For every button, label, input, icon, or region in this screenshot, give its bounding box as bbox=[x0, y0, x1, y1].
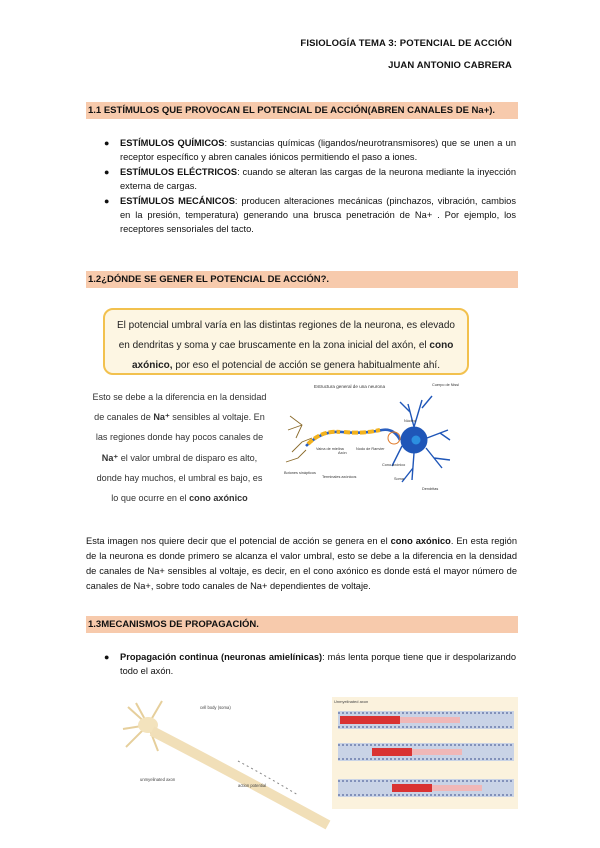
figure-label: unmyelinated axon bbox=[140, 777, 176, 782]
stimuli-list bbox=[102, 136, 516, 237]
para-bold: cono axónico bbox=[390, 536, 451, 546]
figure-label: action potential bbox=[238, 783, 267, 788]
figure-label: Cono axónico bbox=[382, 463, 406, 467]
side-explanation bbox=[92, 387, 267, 508]
figure-label: Unmyelinated axon bbox=[334, 699, 369, 704]
figure-label: Vaina de mielina bbox=[316, 447, 344, 451]
list-item-title: ESTÍMULOS QUÍMICOS bbox=[120, 138, 225, 148]
figure-label: Nodo de Ranvier bbox=[356, 447, 385, 451]
side-bold: cono axónico bbox=[189, 493, 248, 504]
section-heading-1: 1.1 ESTÍMULOS QUE PROVOCAN EL POTENCIAL DE ACCIÓN(ABREN CANALES DE Na+). bbox=[86, 102, 518, 119]
continuous-propagation-figure bbox=[332, 697, 518, 809]
list-item-title: ESTÍMULOS ELÉCTRICOS bbox=[120, 166, 238, 177]
bullet-icon: ● bbox=[104, 652, 110, 662]
explanation-paragraph bbox=[86, 534, 517, 594]
callout-text-end: por eso el potencial de acción se genera habitualmente ahí. bbox=[172, 360, 440, 371]
figure-label: Botones sinápticos bbox=[284, 471, 316, 475]
figure-label: Cuerpo de Nissl bbox=[432, 383, 460, 387]
callout-text: El potencial umbral varía en las distintas regiones de la neurona, es elevado en dendritas y soma y cae bruscamente en la zona inicial del axón, el bbox=[117, 320, 455, 351]
list-item bbox=[102, 194, 516, 237]
propagation-list bbox=[102, 650, 516, 679]
section-heading-3: 1.3MECANISMOS DE PROPAGACIÓN. bbox=[86, 616, 518, 633]
bullet-icon: ● bbox=[104, 195, 110, 206]
side-na: Na⁺ bbox=[153, 412, 170, 423]
document-header-title: FISIOLOGÍA TEMA 3: POTENCIAL DE ACCIÓN bbox=[300, 38, 512, 49]
callout-bold: cono axónico, bbox=[132, 340, 454, 371]
list-item bbox=[102, 650, 516, 679]
list-item-text: : producen alteraciones mecánicas (pinchazos, vibración, cambios en la presión, temperatura) generando una brusca penetración de Na+ . Por ejemplo, los receptores sensoriales del tacto. bbox=[120, 195, 516, 235]
bullet-icon: ● bbox=[104, 138, 110, 148]
axon-strip bbox=[338, 743, 514, 761]
side-text: Esto se debe a la diferencia en la densidad de canales de bbox=[92, 392, 267, 423]
list-item-text: : cuando se alteran las cargas de la neurona mediante la inyección externa de cargas. bbox=[120, 166, 517, 192]
list-item-title: Propagación continua (neuronas amielínicas) bbox=[120, 652, 323, 662]
unmyelinated-axon-figure bbox=[118, 695, 330, 831]
figure-title: Estructura general de una neurona bbox=[314, 384, 385, 389]
para-text: Esta imagen nos quiere decir que el potencial de acción se genera en el bbox=[86, 536, 391, 546]
side-na: Na⁺ bbox=[101, 452, 119, 463]
figure-label: Dendritas bbox=[422, 487, 439, 491]
para-text-end: . En esta región de la neurona es donde primero se alcanza el valor umbral, esto se debe a la diferencia en la densidad de canales de Na+ sensibles al voltaje, es decir, en el cono axónico es donde está el mayor número de canales de Na+, sobre todo canales de Na+ dependientes de voltaje. bbox=[86, 536, 517, 592]
figure-label: Axón bbox=[338, 451, 347, 455]
document-header-author: JUAN ANTONIO CABRERA bbox=[388, 60, 512, 71]
list-item-text: : sustancias químicas (ligandos/neurotransmisores) que se unen a un receptor específico y abren canales iónicos permitiendo el paso a iones. bbox=[120, 138, 516, 163]
nucleus bbox=[412, 436, 421, 445]
side-text: el valor umbral de disparo es alto, donde hay muchos, el umbral es bajo, es lo que ocurre en el bbox=[96, 452, 263, 504]
threshold-callout-box bbox=[103, 308, 469, 375]
bullet-icon: ● bbox=[104, 166, 110, 177]
list-item-text: : más lenta porque tiene que ir despolarizando todo el axón. bbox=[120, 652, 516, 677]
neuron-structure-figure bbox=[282, 380, 460, 498]
axon-strip bbox=[338, 711, 514, 729]
figure-label: Núcleo bbox=[404, 419, 416, 423]
side-text: sensibles al voltaje. En las regiones donde hay pocos canales de bbox=[95, 412, 265, 443]
figure-label: Terminales axónicos bbox=[322, 475, 357, 479]
figure-label: cell body (soma) bbox=[200, 705, 231, 710]
list-item-title: ESTÍMULOS MECÁNICOS bbox=[120, 195, 235, 206]
figure-label: Soma bbox=[394, 477, 404, 481]
list-item bbox=[102, 136, 516, 165]
section-heading-2: 1.2¿DÓNDE SE GENER EL POTENCIAL DE ACCIÓN?. bbox=[86, 271, 518, 288]
axon-strip bbox=[338, 779, 514, 797]
list-item bbox=[102, 165, 516, 194]
